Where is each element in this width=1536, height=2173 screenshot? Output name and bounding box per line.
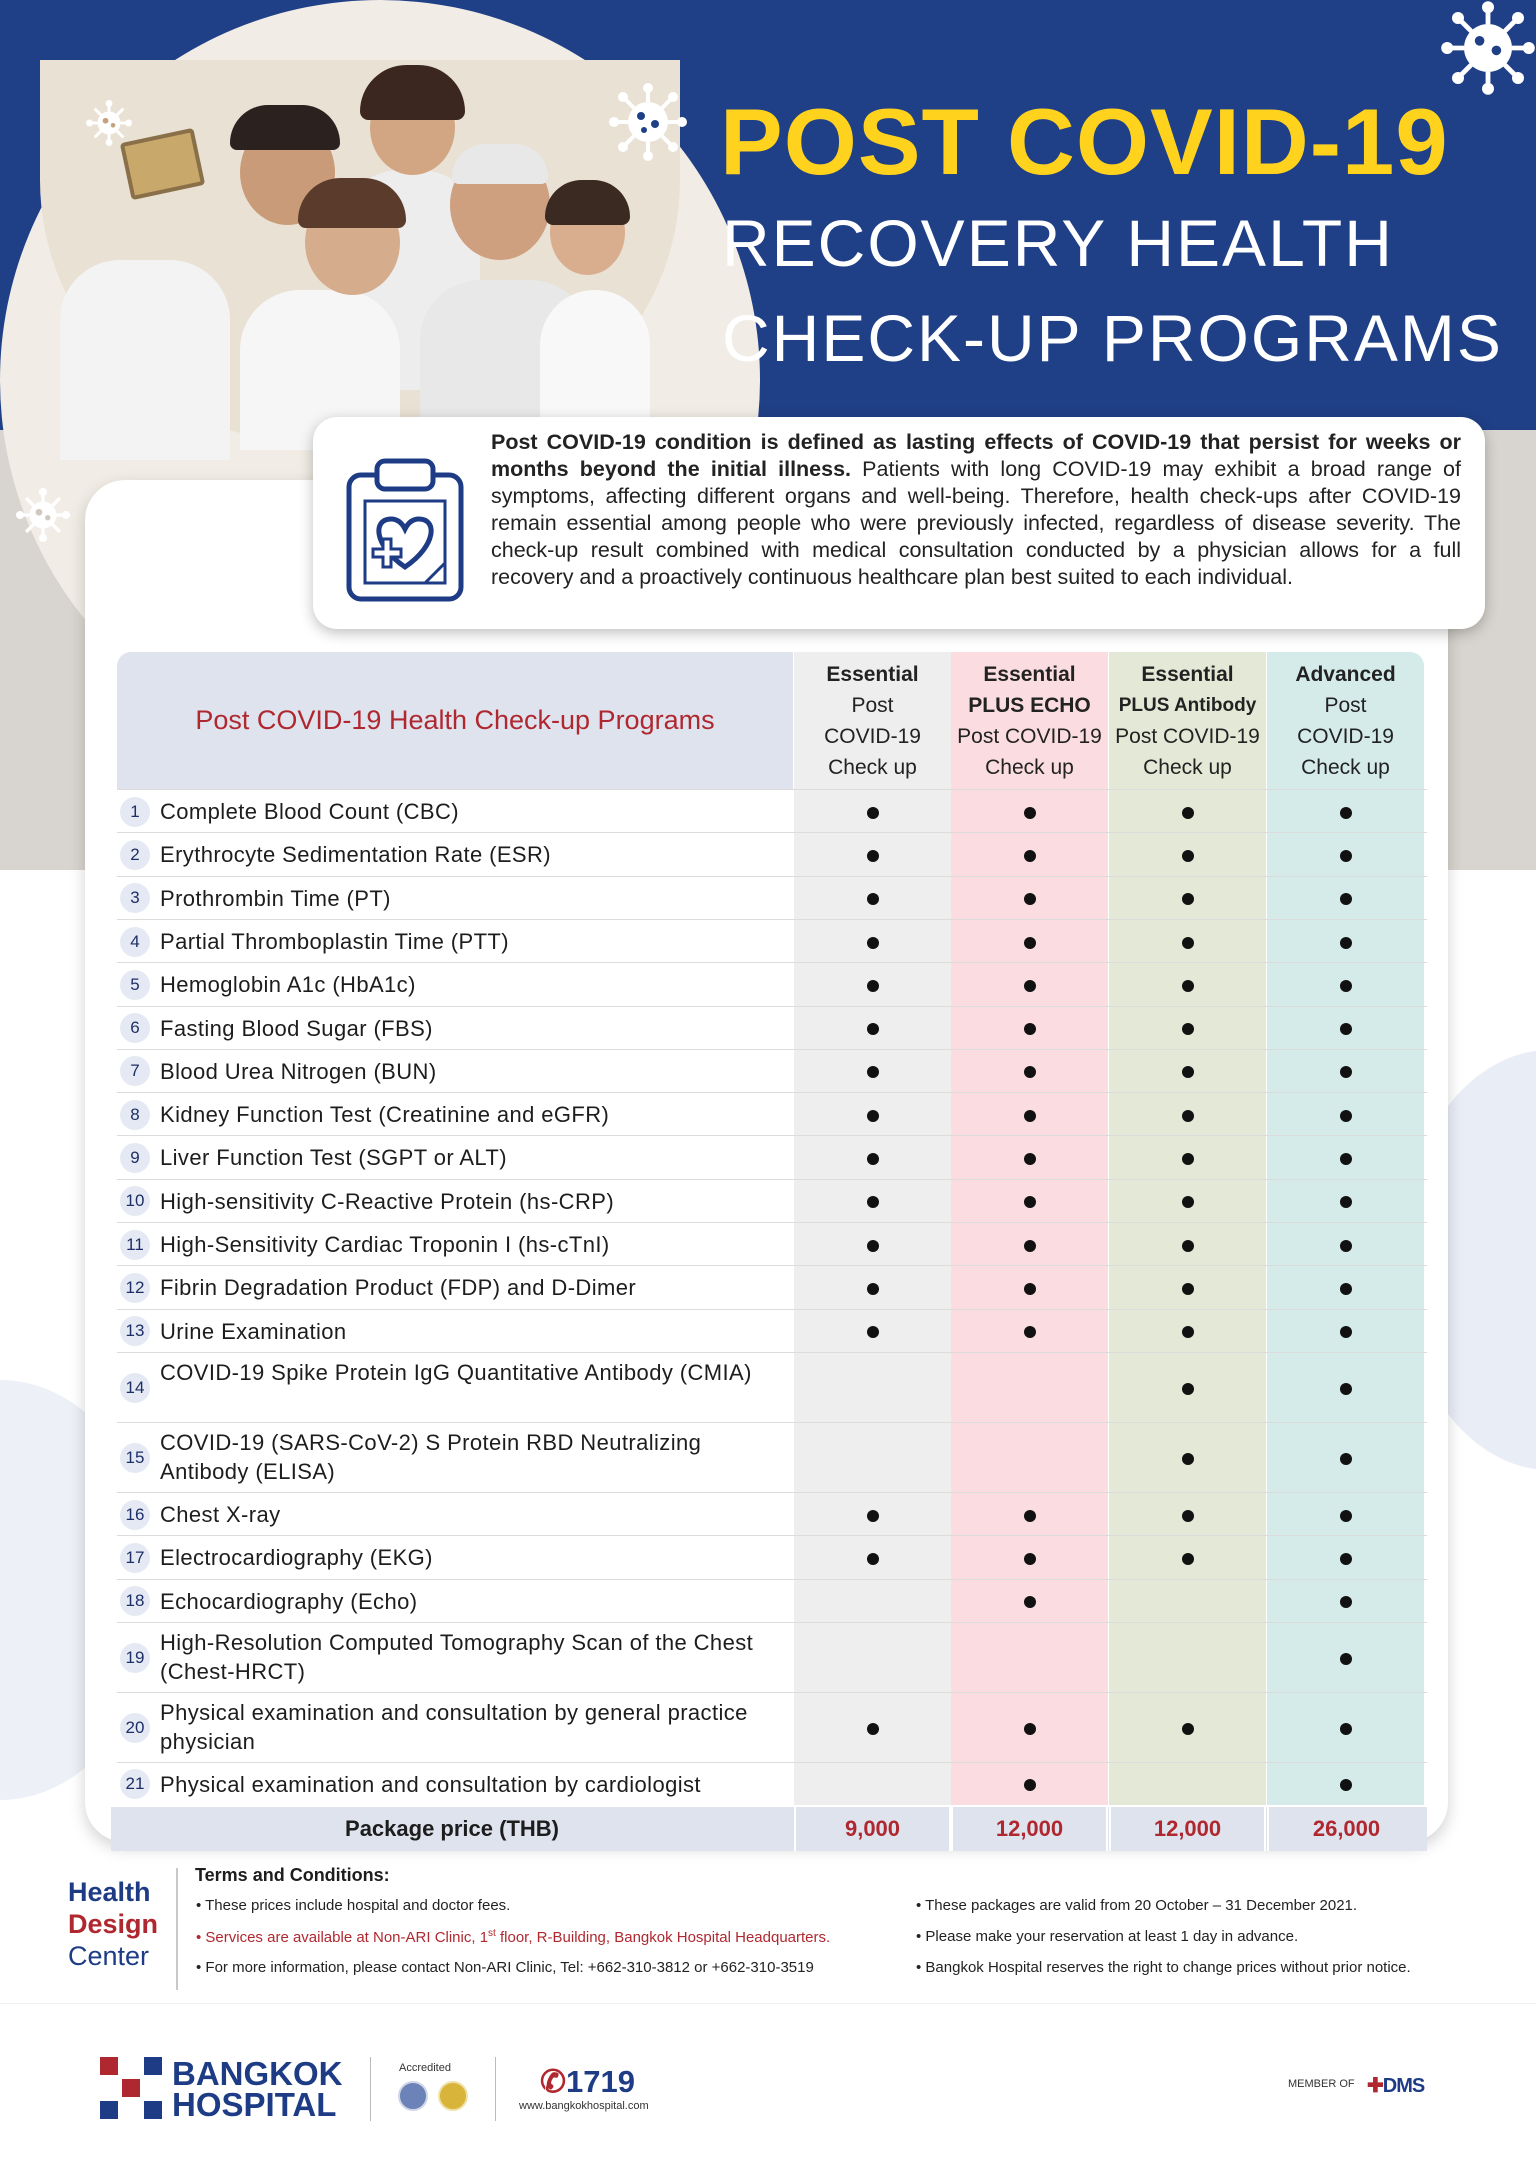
table-row — [117, 1762, 1427, 1805]
included-mark — [867, 1510, 879, 1522]
row-label: High-Sensitivity Cardiac Troponin I (hs-cTnI) — [160, 1232, 610, 1257]
table-row — [117, 1309, 1427, 1352]
included-mark — [1182, 893, 1194, 905]
included-mark — [1182, 1723, 1194, 1735]
table-row — [117, 789, 1427, 832]
included-mark — [867, 850, 879, 862]
included-mark — [1340, 1596, 1352, 1608]
health-clipboard-icon — [343, 453, 473, 603]
included-mark — [1340, 980, 1352, 992]
row-number: 20 — [120, 1713, 150, 1743]
subtitle-line-1: RECOVERY HEALTH — [722, 206, 1394, 280]
included-mark — [1182, 807, 1194, 819]
row-number: 16 — [120, 1500, 150, 1530]
included-mark — [1024, 1553, 1036, 1565]
included-mark — [1024, 1240, 1036, 1252]
included-mark — [1182, 1553, 1194, 1565]
dms-logo: ✚DMS — [1367, 2075, 1425, 2097]
table-row — [117, 1352, 1427, 1422]
included-mark — [1340, 850, 1352, 862]
row-number: 7 — [120, 1056, 150, 1086]
included-mark — [1182, 1110, 1194, 1122]
virus-icon — [608, 82, 688, 162]
row-number: 19 — [120, 1643, 150, 1673]
included-mark — [1340, 1553, 1352, 1565]
row-number: 15 — [120, 1443, 150, 1473]
row-number: 21 — [120, 1769, 150, 1799]
term-item: • For more information, please contact Non-ARI Clinic, Tel: +662-310-3812 or +662-310-3519 — [196, 1959, 814, 1976]
row-label: Kidney Function Test (Creatinine and eGFR) — [160, 1102, 610, 1128]
accredited-label: Accredited — [399, 2062, 451, 2074]
row-label: Blood Urea Nitrogen (BUN) — [160, 1058, 437, 1084]
included-mark — [1340, 1779, 1352, 1791]
hotline[interactable]: ✆1719 — [540, 2064, 635, 2099]
row-label: Urine Examination — [160, 1318, 347, 1344]
included-mark — [1182, 850, 1194, 862]
term-item: • Services are available at Non-ARI Clinic, 1st floor, R-Building, Bangkok Hospital Headquarters. — [196, 1928, 831, 1946]
terms-divider — [176, 1868, 178, 1990]
included-mark — [867, 1023, 879, 1035]
included-mark — [1024, 850, 1036, 862]
price-label: Package price (THB) — [345, 1816, 559, 1842]
included-mark — [867, 1283, 879, 1295]
included-mark — [867, 1326, 879, 1338]
included-mark — [867, 1153, 879, 1165]
included-mark — [867, 937, 879, 949]
table-row — [117, 876, 1427, 919]
row-number: 17 — [120, 1543, 150, 1573]
included-mark — [867, 807, 879, 819]
included-mark — [1024, 1510, 1036, 1522]
included-mark — [1024, 1023, 1036, 1035]
row-label: Physical examination and consultation by general practice physician — [160, 1699, 748, 1754]
included-mark — [1340, 1240, 1352, 1252]
table-row — [117, 919, 1427, 962]
included-mark — [1024, 1326, 1036, 1338]
included-mark — [1182, 1510, 1194, 1522]
included-mark — [1182, 1326, 1194, 1338]
table-row — [117, 1492, 1427, 1535]
program-column-header: Essential PLUS Antibody Post COVID-19 Check up — [1109, 652, 1266, 789]
terms-title: Terms and Conditions: — [195, 1865, 390, 1885]
table-header-label: Post COVID-19 Health Check-up Programs — [117, 652, 793, 789]
included-mark — [1340, 1066, 1352, 1078]
included-mark — [1340, 1110, 1352, 1122]
phone-icon: ✆ — [540, 2064, 566, 2099]
footer-divider — [370, 2057, 371, 2121]
included-mark — [867, 1110, 879, 1122]
program-column-header: Advanced Post COVID-19 Check up — [1267, 652, 1424, 789]
table-row — [117, 1222, 1427, 1265]
included-mark — [1340, 1453, 1352, 1465]
intro-body-text: Patients with long COVID-19 may exhibit a broad range of symptoms, affecting different organs and well-being. Therefore, health check-ups after COVID-19 remain essential among people who were previously infected, regardless of disease severity. The check-up result combined with medical consultation conducted by a physician allows for a full recovery and a proactively continuous healthcare plan best suited to each individual. — [491, 457, 1461, 589]
table-row — [117, 1049, 1427, 1092]
program-column-header: Essential PLUS ECHO Post COVID-19 Check up — [951, 652, 1108, 789]
row-number: 18 — [120, 1586, 150, 1616]
included-mark — [867, 1066, 879, 1078]
included-mark — [867, 1196, 879, 1208]
included-mark — [1182, 1383, 1194, 1395]
included-mark — [1182, 1283, 1194, 1295]
included-mark — [1340, 1383, 1352, 1395]
included-mark — [1340, 937, 1352, 949]
subtitle-line-2: CHECK-UP PROGRAMS — [722, 301, 1503, 375]
intro-bold-text: Post COVID-19 condition is defined as lasting effects of COVID-19 that persist for weeks or months beyond the initial illness. — [491, 430, 1461, 481]
included-mark — [1182, 937, 1194, 949]
included-mark — [1024, 1779, 1036, 1791]
row-label: COVID-19 Spike Protein IgG Quantitative Antibody (CMIA) — [160, 1359, 752, 1385]
included-mark — [1024, 1596, 1036, 1608]
row-label: Fasting Blood Sugar (FBS) — [160, 1015, 433, 1041]
row-label: Fibrin Degradation Product (FDP) and D-Dimer — [160, 1275, 637, 1301]
row-number: 2 — [120, 840, 150, 870]
row-label: Complete Blood Count (CBC) — [160, 799, 459, 824]
table-row — [117, 1179, 1427, 1222]
website-link[interactable]: www.bangkokhospital.com — [519, 2100, 649, 2112]
row-label: Electrocardiography (EKG) — [160, 1545, 433, 1571]
virus-icon — [1440, 0, 1536, 96]
package-price: 12,000 — [1109, 1807, 1266, 1851]
bangkok-hospital-logo-icon — [100, 2057, 162, 2119]
included-mark — [1182, 1066, 1194, 1078]
family-photo — [40, 60, 680, 440]
row-label: Erythrocyte Sedimentation Rate (ESR) — [160, 842, 551, 868]
included-mark — [1182, 1453, 1194, 1465]
included-mark — [1182, 1196, 1194, 1208]
row-label: Echocardiography (Echo) — [160, 1588, 418, 1614]
included-mark — [1182, 1153, 1194, 1165]
dms-cross-icon: ✚ — [1367, 2075, 1383, 2097]
included-mark — [1024, 1110, 1036, 1122]
accreditation-seal-icon — [438, 2081, 468, 2111]
included-mark — [867, 1723, 879, 1735]
included-mark — [867, 1240, 879, 1252]
included-mark — [1340, 1723, 1352, 1735]
included-mark — [1024, 893, 1036, 905]
included-mark — [867, 1553, 879, 1565]
program-column-header: Essential Post COVID-19 Check up — [794, 652, 951, 789]
package-price: 9,000 — [794, 1807, 951, 1851]
table-row — [117, 1092, 1427, 1135]
included-mark — [1024, 1283, 1036, 1295]
row-label: High-sensitivity C-Reactive Protein (hs-CRP) — [160, 1188, 615, 1214]
row-number: 13 — [120, 1316, 150, 1346]
included-mark — [1024, 1723, 1036, 1735]
row-label: Hemoglobin A1c (HbA1c) — [160, 972, 416, 998]
included-mark — [1340, 807, 1352, 819]
row-number: 6 — [120, 1013, 150, 1043]
table-row — [117, 1265, 1427, 1308]
included-mark — [1340, 1153, 1352, 1165]
included-mark — [1182, 980, 1194, 992]
intro-text — [491, 429, 1461, 591]
row-label: Prothrombin Time (PT) — [160, 885, 391, 911]
table-row — [117, 832, 1427, 875]
row-label: High-Resolution Computed Tomography Scan of the Chest (Chest-HRCT) — [160, 1629, 754, 1684]
included-mark — [1024, 1066, 1036, 1078]
row-number: 9 — [120, 1143, 150, 1173]
included-mark — [867, 980, 879, 992]
health-design-center-logo: Health Design Center — [68, 1877, 159, 1971]
included-mark — [1340, 1653, 1352, 1665]
row-number: 11 — [120, 1230, 150, 1260]
member-of-label: MEMBER OF — [1288, 2078, 1355, 2090]
row-label: Liver Function Test (SGPT or ALT) — [160, 1145, 507, 1171]
table-row — [117, 1006, 1427, 1049]
row-number: 10 — [120, 1186, 150, 1216]
included-mark — [1340, 1023, 1352, 1035]
term-item: • These packages are valid from 20 October – 31 December 2021. — [916, 1897, 1358, 1914]
included-mark — [1182, 1240, 1194, 1252]
included-mark — [1340, 1283, 1352, 1295]
virus-icon — [16, 488, 70, 542]
table-row — [117, 1622, 1427, 1692]
term-item: • Bangkok Hospital reserves the right to change prices without prior notice. — [916, 1959, 1411, 1976]
row-number: 5 — [120, 970, 150, 1000]
row-label: COVID-19 (SARS-CoV-2) S Protein RBD Neutralizing Antibody (ELISA) — [160, 1429, 702, 1484]
row-number: 1 — [120, 797, 150, 827]
row-number: 12 — [120, 1273, 150, 1303]
included-mark — [1182, 1023, 1194, 1035]
intro-box — [313, 417, 1485, 629]
main-title: POST COVID-19 — [720, 89, 1449, 194]
row-number: 4 — [120, 927, 150, 957]
row-label: Partial Thromboplastin Time (PTT) — [160, 928, 510, 954]
included-mark — [1024, 1196, 1036, 1208]
package-price: 12,000 — [951, 1807, 1108, 1851]
included-mark — [1024, 980, 1036, 992]
term-item: • Please make your reservation at least 1 day in advance. — [916, 1928, 1299, 1945]
row-number: 3 — [120, 883, 150, 913]
included-mark — [1340, 1326, 1352, 1338]
row-label: Physical examination and consultation by cardiologist — [160, 1771, 701, 1797]
footer-divider — [495, 2057, 496, 2121]
included-mark — [1340, 1510, 1352, 1522]
virus-icon — [86, 100, 132, 146]
included-mark — [1340, 1196, 1352, 1208]
term-item: • These prices include hospital and doctor fees. — [196, 1897, 511, 1914]
table-header — [117, 652, 1427, 789]
included-mark — [867, 893, 879, 905]
included-mark — [1024, 1153, 1036, 1165]
table-row — [117, 1692, 1427, 1762]
table-row — [117, 1422, 1427, 1492]
package-price: 26,000 — [1267, 1807, 1424, 1851]
included-mark — [1024, 807, 1036, 819]
table-row — [117, 1135, 1427, 1178]
bangkok-hospital-name: BANGKOK HOSPITAL — [172, 2055, 343, 2123]
row-label: Chest X-ray — [160, 1501, 281, 1527]
price-row — [111, 1807, 1427, 1851]
table-row — [117, 962, 1427, 1005]
table-row — [117, 1535, 1427, 1578]
row-number: 8 — [120, 1100, 150, 1130]
accreditation-seal-icon — [398, 2081, 428, 2111]
table-row — [117, 1579, 1427, 1622]
included-mark — [1024, 937, 1036, 949]
included-mark — [1340, 893, 1352, 905]
row-number: 14 — [120, 1373, 150, 1403]
